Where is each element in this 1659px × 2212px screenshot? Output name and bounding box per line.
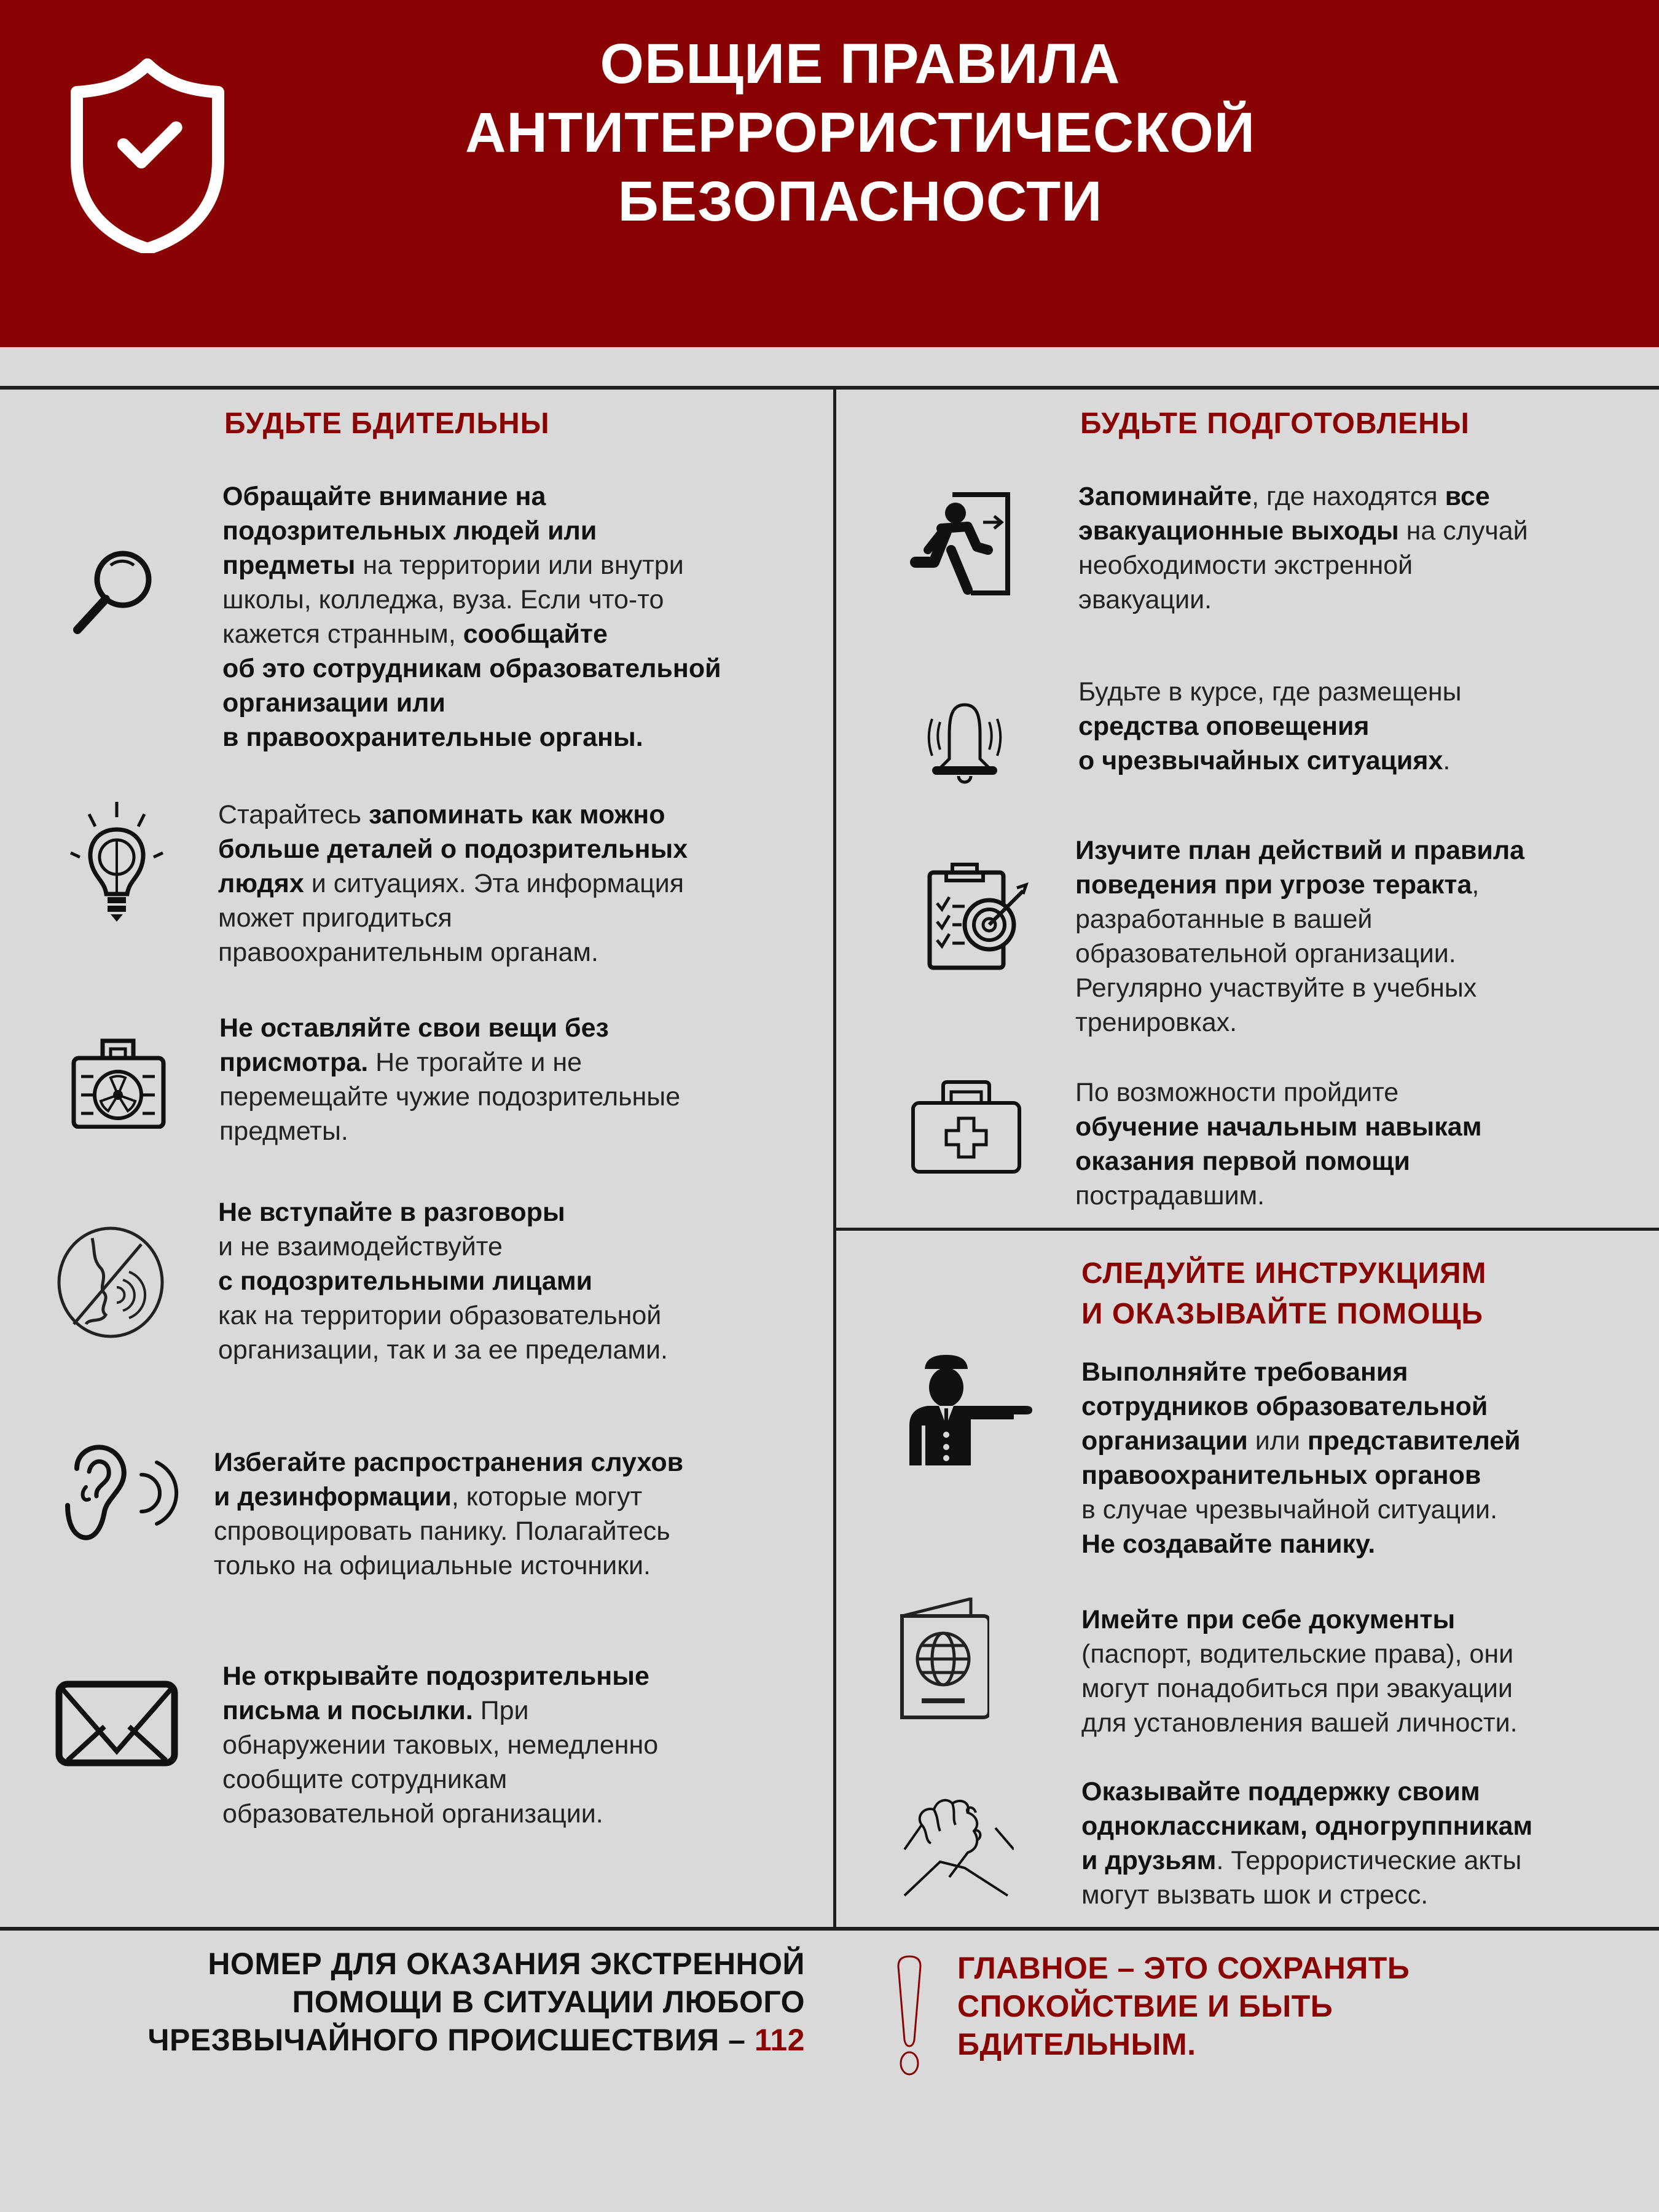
- ear-sound-icon: [58, 1438, 181, 1548]
- tip-line: [222, 479, 721, 514]
- tip-line: [222, 720, 721, 755]
- top-divider: [0, 386, 1659, 390]
- title-line: ОБЩИЕ ПРАВИЛА: [600, 33, 1121, 95]
- tip-item: [222, 1659, 658, 1831]
- tip-line: [1081, 1355, 1521, 1389]
- tip-line: [1075, 902, 1524, 936]
- tip-text-bold: и дезинформации: [214, 1482, 452, 1512]
- tip-line: [219, 1045, 680, 1080]
- tip-text: Не трогайте и не: [368, 1048, 582, 1077]
- tip-text-bold: подозрительных людей или: [222, 516, 597, 546]
- tip-text-bold: оказания первой помощи: [1075, 1147, 1410, 1176]
- tip-item: [218, 798, 688, 970]
- tip-text: По возможности пройдите: [1075, 1078, 1399, 1107]
- tip-line: [1081, 1424, 1521, 1458]
- tip-item: [1081, 1775, 1532, 1912]
- main-line: БДИТЕЛЬНЫМ.: [957, 2027, 1196, 2061]
- tip-line: [218, 866, 688, 901]
- section-heading-prepared: БУДЬТЕ ПОДГОТОВЛЕНЫ: [1080, 407, 1470, 440]
- tip-text-bold: запоминать как можно: [369, 800, 665, 830]
- title-line: БЕЗОПАСНОСТИ: [618, 170, 1103, 233]
- tip-text: необходимости экстренной: [1078, 551, 1413, 580]
- tip-item: [1075, 833, 1524, 1040]
- tip-line: [1081, 1809, 1532, 1843]
- tip-line: [222, 651, 721, 686]
- tip-line: [222, 1797, 658, 1831]
- tip-text-bold: Оказывайте поддержку своим: [1081, 1777, 1480, 1806]
- tip-line: [1078, 582, 1528, 617]
- tip-item: [222, 479, 721, 755]
- tip-text-bold: одноклассникам, одногруппникам: [1081, 1811, 1533, 1841]
- column-divider: [833, 387, 836, 1929]
- emergency-line: [147, 2021, 805, 2059]
- tip-line: [214, 1480, 683, 1514]
- tip-line: [218, 832, 688, 866]
- section-heading-follow: [1081, 1253, 1487, 1335]
- tip-text-bold: организации или: [222, 688, 445, 718]
- bottom-divider: [0, 1927, 1659, 1931]
- tip-text-bold: организации: [1081, 1426, 1248, 1456]
- tip-line: [1078, 709, 1462, 743]
- tip-text-bold: Не оставляйте свои вещи без: [219, 1013, 609, 1043]
- tip-line: [218, 935, 688, 970]
- first-aid-kit-icon: [909, 1078, 1023, 1177]
- tip-line: [218, 1264, 668, 1298]
- tip-text: .: [1443, 746, 1451, 775]
- tip-line: [1078, 514, 1528, 548]
- tip-text: сообщите сотрудникам: [222, 1765, 508, 1794]
- emergency-exit-icon: [903, 488, 1014, 599]
- tip-line: [222, 617, 721, 651]
- tip-line: [1081, 1878, 1532, 1912]
- tip-line: [222, 1693, 658, 1728]
- tip-item: [1081, 1355, 1521, 1561]
- tip-text: на случай: [1398, 516, 1528, 546]
- tip-line: [218, 901, 688, 935]
- tip-text-bold: Не вступайте в разговоры: [218, 1198, 565, 1227]
- tip-line: [1078, 548, 1528, 582]
- tip-item: [218, 1195, 668, 1367]
- tip-text: могут вызвать шок и стресс.: [1081, 1880, 1429, 1910]
- heading-line: И ОКАЗЫВАЙТЕ ПОМОЩЬ: [1081, 1298, 1483, 1330]
- tip-text: эвакуации.: [1078, 585, 1212, 614]
- tip-line: [222, 686, 721, 720]
- tip-line: [218, 1298, 668, 1333]
- tip-text-bold: поведения при угрозе теракта: [1075, 870, 1472, 900]
- tip-text: образовательной организации.: [1075, 939, 1456, 968]
- alarm-bell-icon: [925, 697, 1005, 786]
- title-line: АНТИТЕРРОРИСТИЧЕСКОЙ: [465, 101, 1256, 164]
- tip-text-bold: Имейте при себе документы: [1081, 1605, 1456, 1634]
- tip-item: [1078, 479, 1528, 617]
- tip-line: [1081, 1637, 1518, 1671]
- emergency-number: 112: [754, 2023, 805, 2057]
- tip-line: [1081, 1602, 1518, 1637]
- tip-line: [1081, 1775, 1532, 1809]
- tip-text: могут понадобиться при эвакуации: [1081, 1674, 1513, 1703]
- tip-text: разработанные в вашей: [1075, 904, 1373, 934]
- tip-text-bold: сотрудников образовательной: [1081, 1392, 1488, 1421]
- tip-text: в случае чрезвычайной ситуации.: [1081, 1495, 1498, 1524]
- tip-text: организации, так и за ее пределами.: [218, 1335, 668, 1365]
- plan-target-icon: [925, 857, 1035, 971]
- tip-line: [218, 1230, 668, 1264]
- tip-text: При: [473, 1696, 529, 1725]
- tip-text: и не взаимодействуйте: [218, 1232, 503, 1261]
- tip-line: [222, 582, 721, 617]
- tip-text-bold: о чрезвычайных ситуациях: [1078, 746, 1443, 775]
- tip-text: перемещайте чужие подозрительные: [219, 1082, 681, 1112]
- tip-line: [1078, 479, 1528, 514]
- tip-line: [1075, 971, 1524, 1005]
- emergency-line-text: ЧРЕЗВЫЧАЙНОГО ПРОИСШЕСТВИЯ –: [147, 2023, 755, 2057]
- heading-line: СЛЕДУЙТЕ ИНСТРУКЦИЯМ: [1081, 1257, 1487, 1290]
- tip-line: [222, 1659, 658, 1693]
- tip-line: [219, 1011, 680, 1045]
- tip-line: [1075, 1179, 1482, 1213]
- tip-text: может пригодиться: [218, 903, 452, 933]
- tip-text: (паспорт, водительские права), они: [1081, 1639, 1514, 1669]
- tip-text-bold: в правоохранительные органы.: [222, 723, 643, 752]
- tip-text-bold: Не создавайте панику.: [1081, 1529, 1376, 1559]
- tip-text-bold: Выполняйте требования: [1081, 1357, 1408, 1387]
- tip-item: [1081, 1602, 1518, 1740]
- tip-line: [1081, 1671, 1518, 1706]
- tip-text: Регулярно участвуйте в учебных: [1075, 973, 1477, 1003]
- tip-text-bold: обучение начальным навыкам: [1075, 1112, 1482, 1142]
- tip-line: [1078, 743, 1462, 778]
- tip-text-bold: об это сотрудникам образовательной: [222, 654, 721, 683]
- tip-item: [1078, 675, 1462, 778]
- tip-text: Будьте в курсе, где размещены: [1078, 677, 1462, 707]
- passport-icon: [897, 1598, 989, 1720]
- page-title: [344, 29, 1376, 236]
- tip-item: [214, 1445, 683, 1583]
- main-line: СПОКОЙСТВИЕ И БЫТЬ: [957, 1989, 1333, 2023]
- tip-text: и ситуациях. Эта информация: [304, 869, 684, 898]
- tip-text: предметы.: [219, 1116, 348, 1146]
- officer-pointing-icon: [903, 1352, 1038, 1465]
- tip-text: , которые могут: [451, 1482, 643, 1512]
- tip-line: [1075, 1075, 1482, 1110]
- tip-line: [222, 1728, 658, 1762]
- emergency-line: НОМЕР ДЛЯ ОКАЗАНИЯ ЭКСТРЕННОЙ: [208, 1947, 805, 1981]
- tip-line: [1075, 833, 1524, 868]
- tip-line: [214, 1548, 683, 1583]
- tip-text-bold: Не открывайте подозрительные: [222, 1661, 649, 1691]
- tip-line: [218, 1333, 668, 1367]
- tip-text: кажется странным,: [222, 619, 463, 649]
- tip-text-bold: Избегайте распространения слухов: [214, 1448, 684, 1477]
- tip-text: , где находятся: [1252, 482, 1445, 511]
- tip-text-bold: представителей: [1307, 1426, 1521, 1456]
- emergency-number-note: [147, 1945, 805, 2059]
- tip-text: тренировках.: [1075, 1008, 1237, 1037]
- tip-line: [218, 798, 688, 832]
- tip-text-bold: Изучите план действий и правила: [1075, 836, 1525, 865]
- tip-text: пострадавшим.: [1075, 1181, 1265, 1210]
- tip-text-bold: письма и посылки.: [222, 1696, 473, 1725]
- tip-text-bold: средства оповещения: [1078, 712, 1370, 741]
- tip-text: на территории или внутри: [355, 551, 684, 580]
- tip-text-bold: Запоминайте: [1078, 482, 1252, 511]
- tip-line: [1081, 1706, 1518, 1740]
- tip-line: [1081, 1458, 1521, 1492]
- right-section-divider: [834, 1228, 1659, 1231]
- tip-text-bold: эвакуационные выходы: [1078, 516, 1399, 546]
- tip-line: [1075, 1005, 1524, 1040]
- tip-text: как на территории образовательной: [218, 1301, 662, 1330]
- tip-line: [222, 548, 721, 582]
- main-line: ГЛАВНОЕ – ЭТО СОХРАНЯТЬ: [957, 1951, 1410, 1985]
- tip-line: [1078, 675, 1462, 709]
- tip-text: правоохранительным органам.: [218, 938, 598, 967]
- no-talking-icon: [55, 1226, 166, 1339]
- tip-text: . Террористические акты: [1216, 1846, 1522, 1875]
- tip-line: [219, 1114, 680, 1148]
- lightbulb-brain-icon: [65, 799, 169, 928]
- tip-text-bold: предметы: [222, 551, 356, 580]
- envelope-icon: [55, 1681, 178, 1767]
- shield-check-icon: [55, 58, 240, 270]
- emergency-line: ПОМОЩИ В СИТУАЦИИ ЛЮБОГО: [292, 1985, 805, 2019]
- tip-text: Старайтесь: [218, 800, 369, 830]
- tip-text: образовательной организации.: [222, 1799, 603, 1829]
- tip-line: [1081, 1389, 1521, 1424]
- tip-line: [1075, 1110, 1482, 1144]
- tip-text: для установления вашей личности.: [1081, 1708, 1518, 1738]
- tip-text: ,: [1472, 870, 1480, 900]
- magnifier-icon: [68, 544, 160, 636]
- tip-text: или: [1247, 1426, 1308, 1456]
- tip-item: [1075, 1075, 1482, 1213]
- tip-text-bold: с подозрительными лицами: [218, 1266, 593, 1296]
- tip-item: [219, 1011, 680, 1148]
- tip-line: [1075, 936, 1524, 971]
- section-heading-vigilant: БУДЬТЕ БДИТЕЛЬНЫ: [224, 407, 550, 440]
- tip-line: [1075, 868, 1524, 902]
- tip-line: [219, 1080, 680, 1114]
- tip-line: [1075, 1144, 1482, 1179]
- tip-text-bold: Обращайте внимание на: [222, 482, 546, 511]
- tip-text-bold: людях: [218, 869, 304, 898]
- tip-line: [214, 1514, 683, 1548]
- tip-line: [222, 514, 721, 548]
- main-message: [957, 1949, 1410, 2063]
- tip-text-bold: все: [1445, 482, 1490, 511]
- tip-line: [214, 1445, 683, 1480]
- tip-text-bold: больше деталей о подозрительных: [218, 834, 688, 864]
- tip-text-bold: сообщайте: [463, 619, 608, 649]
- tip-text: школы, колледжа, вуза. Если что-то: [222, 585, 664, 614]
- tip-text: обнаружении таковых, немедленно: [222, 1730, 659, 1760]
- suspicious-bag-icon: [69, 1033, 167, 1129]
- tip-text-bold: и друзьям: [1081, 1846, 1217, 1875]
- tip-text: спровоцировать панику. Полагайтесь: [214, 1516, 670, 1546]
- header-banner: [0, 0, 1659, 347]
- tip-line: [1081, 1843, 1532, 1878]
- tip-text-bold: правоохранительных органов: [1081, 1461, 1481, 1490]
- tip-line: [1081, 1492, 1521, 1527]
- exclamation-icon: [891, 1954, 928, 2077]
- tip-text-bold: присмотра.: [219, 1048, 369, 1077]
- handshake-icon: [903, 1782, 1014, 1899]
- tip-text: только на официальные источники.: [214, 1551, 651, 1580]
- tip-line: [218, 1195, 668, 1230]
- tip-line: [222, 1762, 658, 1797]
- tip-line: [1081, 1527, 1521, 1561]
